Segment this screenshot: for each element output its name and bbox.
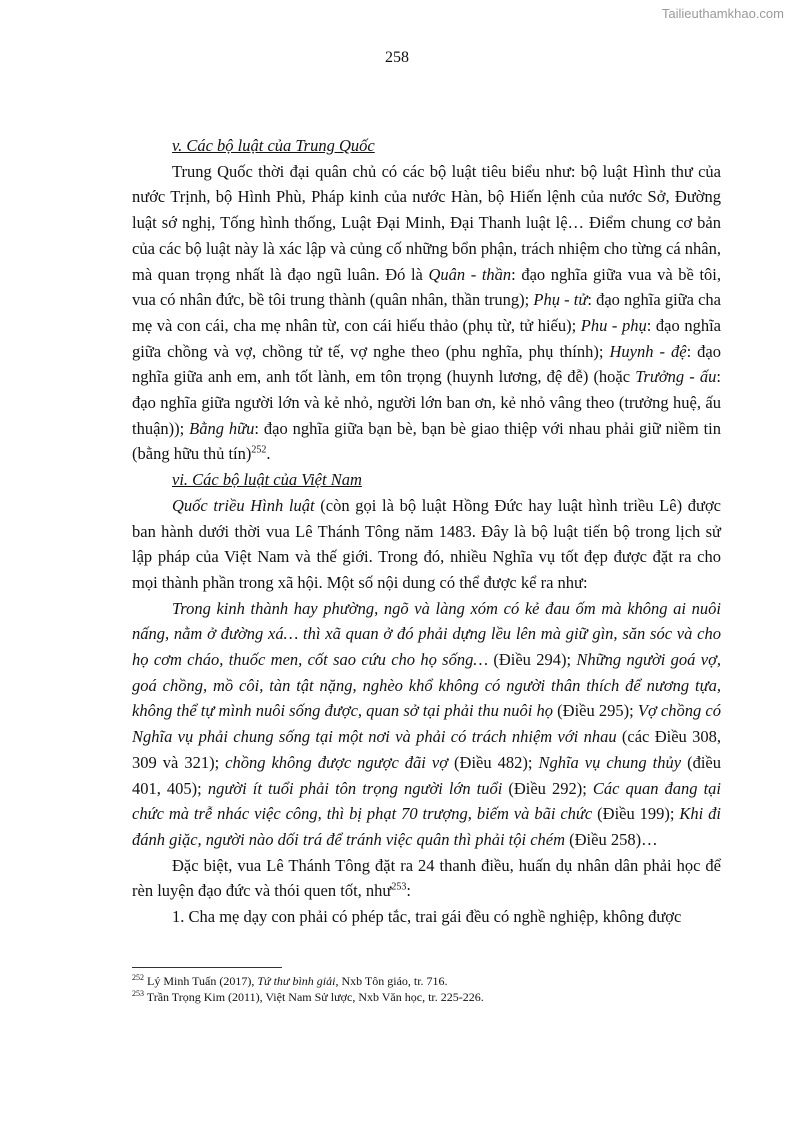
page-number: 258 (385, 49, 409, 66)
section-v-heading: v. Các bộ luật của Trung Quốc (172, 136, 375, 155)
page-body (132, 133, 721, 930)
footnote-ref-253[interactable]: 253 (391, 881, 407, 893)
section-vi-paragraph-1: Quốc triều Hình luật (còn gọi là bộ luật Hồng Đức hay luật hình triều Lê) được ban hành dưới thời vua Lê Thánh Tông năm 1483. Đây là bộ luật tiến bộ trong lịch sử lập pháp của Việt Nam và thế giới. Trong đó, nhiều Nghĩa vụ tốt đẹp được đặt ra cho mọi thành phần trong xã hội. Một số nội dung có thể được kể ra như: (132, 495, 721, 592)
section-vi-heading: vi. Các bộ luật của Việt Nam (172, 470, 362, 490)
section-vi-paragraph-2: Trong kinh thành hay phường, ngõ và làng xóm có kẻ đau ốm mà không ai nuôi nấng, nằm ở đường xá… thì xã quan ở đó phải dựng lều lên mà giữ gìn, săn sóc và cho họ cơm cháo, thuốc men, cốt sao cứu cho họ sống… (Điều 294); Những người goá vợ, goá chồng, mồ côi, tàn tật nặng, nghèo khổ không có người thân thích để nương tựa, không thể tự mình nuôi sống được, quan sở tại phải thu nuôi họ (Điều 295); Vợ chồng có Nghĩa vụ phải chung sống tại một nơi và phải có trách nhiệm với nhau (các Điều 308, 309 và 321); chồng không được ngược đãi vợ (Điều 482); Nghĩa vụ chung thủy (điều 401, 405); người ít tuổi phải tôn trọng người lớn tuổi (Điều 292); Các quan đang tại chức mà trễ nhác việc công, thì bị phạt 70 trượng, biếm và bãi chức (Điều 199); Khi đi đánh giặc, người nào dối trá để tránh việc quân thì phải tội chém (Điều 258)… (132, 598, 721, 849)
section-v-paragraph: Trung Quốc thời đại quân chủ có các bộ luật tiêu biểu như: bộ luật Hình thư của nước Trịnh, bộ Hình Phù, Pháp kinh của nước Hàn, bộ Hiến lệnh của nước Sở, Đường luật sớ nghị, Tống hình thống, Luật Đại Minh, Đại Thanh luật lệ… Điểm chung cơ bản của các bộ luật này là xác lập và củng cố những bổn phận, trách nhiệm cho từng cá nhân, mà quan trọng nhất là đạo ngũ luân. Đó là Quân - thần: đạo nghĩa giữa vua và bề tôi, vua có nhân đức, bề tôi trung thành (quân nhân, thần trung); Phụ - tử: đạo nghĩa giữa cha mẹ và con cái, cha mẹ nhân từ, con cái hiếu thảo (phụ từ, tử hiếu); Phu - phụ: đạo nghĩa giữa chồng và vợ, chồng tử tế, vợ nghe theo (phu nghĩa, phụ thính); Huynh - đệ: đạo nghĩa giữa anh em, anh tốt lành, em tôn trọng (huynh lương, đệ đễ) (hoặc Trưởng - ấu: đạo nghĩa giữa người lớn và kẻ nhỏ, người lớn ban ơn, kẻ nhỏ vâng theo (trưởng huệ, ấu thuận)); Bằng hữu: đạo nghĩa giữa bạn bè, bạn bè giao thiệp với nhau phải giữ niềm tin (bằng hữu thủ tín)$^{252}$. (132, 161, 722, 464)
footnotes (132, 973, 721, 1005)
footnote-ref-252[interactable]: 252 (251, 444, 267, 456)
site-watermark: Tailieuthamkhao.com (661, 6, 784, 21)
footnote-divider (132, 967, 282, 968)
section-vi-paragraph-3: Đặc biệt, vua Lê Thánh Tông đặt ra 24 thanh điều, huấn dụ nhân dân phải học để rèn luyện đạo đức và thói quen tốt, như$^{253}$: (132, 855, 721, 901)
numbered-item-1: 1. Cha mẹ dạy con phải có phép tắc, trai gái đều có nghề nghiệp, không được (172, 907, 682, 927)
footnote-253: $^{253}$ Trần Trọng Kim (2011), Việt Nam Sử lược, Nxb Văn học, tr. 225-226. (132, 989, 484, 1004)
footnote-252: $^{252}$ Lý Minh Tuấn (2017), Tứ thư bình giải, Nxb Tôn giáo, tr. 716. (132, 973, 448, 988)
